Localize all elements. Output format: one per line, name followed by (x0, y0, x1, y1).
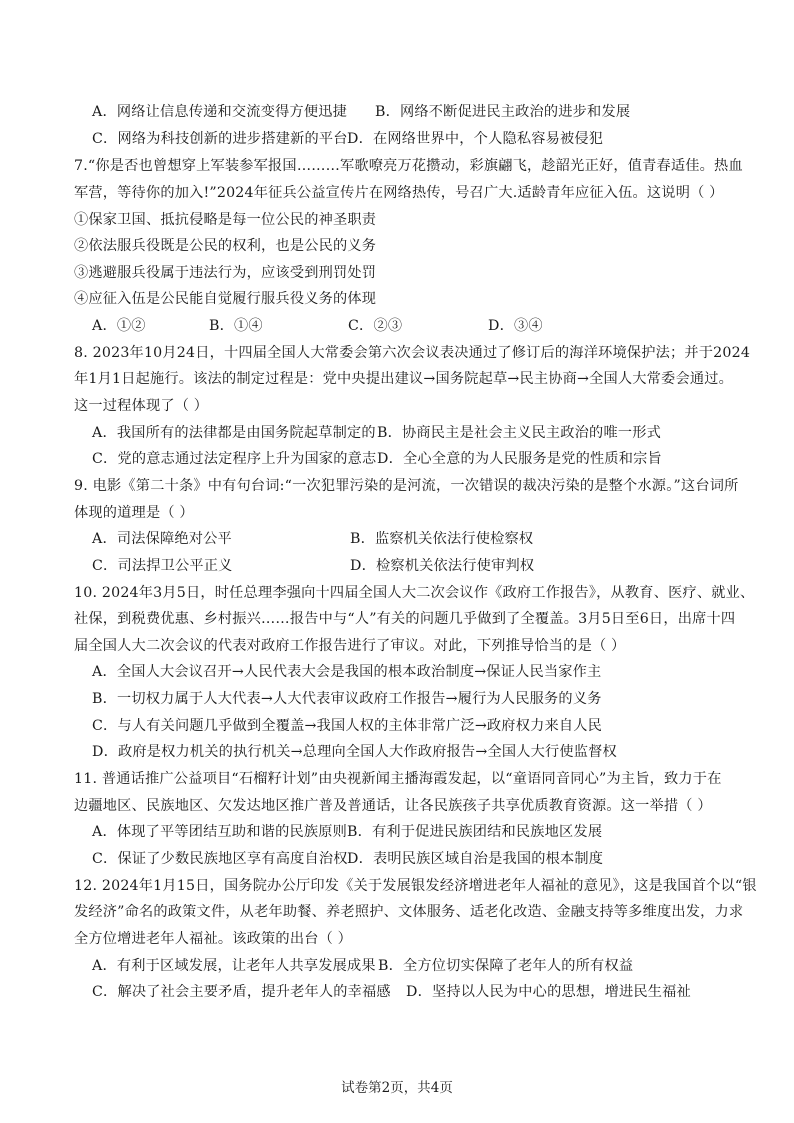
q8-option-b: B．协商民主是社会主义民主政治的唯一形式 (377, 425, 661, 441)
q10-option-b: B．一切权力属于人大代表→人大代表审议政府工作报告→履行为人民服务的义务 (92, 691, 602, 707)
q9-option-d: D．检察机关依法行使审判权 (350, 558, 535, 574)
q7-statement-4: ④应征入伍是公民能自觉履行服兵役义务的体现 (74, 291, 377, 307)
q7-option-d: D．③④ (488, 318, 543, 334)
q8-option-a: A．我国所有的法律都是由国务院起草制定的 (92, 425, 376, 441)
q8-option-d: D．全心全意的为人民服务是党的性质和宗旨 (377, 451, 662, 467)
q9-stem-line-1: 9. 电影《第二十条》中有句台词:“一次犯罪污染的是河流，一次错误的裁决污染的是整个水源。”这台词所 (74, 478, 739, 494)
q12-option-d: D．坚持以人民为中心的思想，增进民生福祉 (406, 984, 691, 1000)
q10-option-a: A．全国人大会议召开→人民代表大会是我国的根本政治制度→保证人民当家作主 (92, 664, 602, 680)
q8-stem-line-3: 这一过程体现了（ ） (74, 398, 209, 414)
q12-option-b: B．全方位切实保障了老年人的所有权益 (378, 958, 634, 974)
q12-option-c: C．解决了社会主要矛盾，提升老年人的幸福感 (92, 984, 391, 1000)
q7-stem-line-2: 军营，等待你的加入!”2024年征兵公益宣传片在网络热传，号召广大.适龄青年应征入伍。这说明（ ） (74, 185, 724, 201)
q9-option-c: C．司法捍卫公平正义 (92, 558, 233, 574)
q12-stem-line-3: 全方位增进老年人福祉。该政策的出台（ ） (74, 931, 353, 947)
q6-option-c: C．网络为科技创新的进步搭建新的平台 (92, 131, 348, 147)
q7-option-c: C．②③ (348, 318, 403, 334)
q12-stem-line-2: 发经济”命名的政策文件，从老年助餐、养老照护、文体服务、适老化改造、金融支持等多维度出发，力求 (74, 904, 744, 920)
q11-option-b: B．有利于促进民族团结和民族地区发展 (347, 824, 603, 840)
q9-option-a: A．司法保障绝对公平 (92, 531, 232, 547)
q10-stem-line-2: 社保，到税费优惠、乡村振兴……报告中与“人”有关的问题几乎做到了全覆盖。3月5日至6日，出席十四 (74, 611, 736, 627)
q8-option-c: C．党的意志通过法定程序上升为国家的意志 (92, 451, 377, 467)
q6-option-a: A．网络让信息传递和交流变得方便迅捷 (92, 104, 348, 120)
q12-option-a: A．有利于区域发展，让老年人共享发展成果 (92, 958, 376, 974)
q11-option-d: D．表明民族区域自治是我国的根本制度 (347, 851, 604, 867)
q11-option-a: A．体现了平等团结互助和谐的民族原则 (92, 824, 348, 840)
q9-stem-line-2: 体现的道理是（ ） (74, 505, 194, 521)
q7-statement-2: ②依法服兵役既是公民的权利，也是公民的义务 (74, 238, 377, 254)
q8-stem-line-1: 8. 2023年10月24日，十四届全国人大常委会第六次会议表决通过了修订后的海洋环境保护法；并于2024 (74, 345, 751, 361)
q7-option-b: B．①④ (209, 318, 263, 334)
page-footer: 试卷第2页，共4页 (341, 1080, 453, 1096)
q9-option-b: B．监察机关依法行使检察权 (350, 531, 534, 547)
q11-stem-line-2: 边疆地区、民族地区、欠发达地区推广普及普通话，让各民族孩子共享优质教育资源。这一举措（ ） (74, 798, 712, 814)
q12-stem-line-1: 12. 2024年1月15日，国务院办公厅印发《关于发展银发经济增进老年人福祉的意见》，这是我国首个以“银 (74, 878, 757, 894)
q10-option-d: D．政府是权力机关的执行机关→总理向全国人大作政府报告→全国人大行使监督权 (92, 744, 617, 760)
q8-stem-line-2: 年1月1日起施行。该法的制定过程是：党中央提出建议→国务院起草→民主协商→全国人大常委会通过。 (74, 371, 733, 387)
q6-option-d: D．在网络世界中，个人隐私容易被侵犯 (347, 131, 604, 147)
q10-stem-line-1: 10. 2024年3月5日，时任总理李强向十四届全国人大二次会议作《政府工作报告》，从教育、医疗、就业、 (74, 585, 755, 601)
q7-statement-1: ①保家卫国、抵抗侵略是每一位公民的神圣职责 (74, 212, 377, 228)
q10-option-c: C．与人有关问题几乎做到全覆盖→我国人权的主体非常广泛→政府权力来自人民 (92, 718, 603, 734)
q7-option-a: A．①② (92, 318, 146, 334)
q6-option-b: B．网络不断促进民主政治的进步和发展 (375, 104, 631, 120)
q11-stem-line-1: 11. 普通话推广公益项目“石榴籽计划”由央视新闻主播海霞发起，以“童语同音同心”为主旨，致力于在 (74, 771, 722, 787)
q11-option-c: C．保证了少数民族地区享有高度自治权 (92, 851, 348, 867)
q10-stem-line-3: 届全国人大二次会议的代表对政府工作报告进行了审议。对此，下列推导恰当的是（ ） (74, 638, 626, 654)
q7-statement-3: ③逃避服兵役属于违法行为，应该受到刑罚处罚 (74, 265, 377, 281)
q7-stem-line-1: 7.“你是否也曾想穿上军装参军报国………军歌嘹亮万花攒动，彩旗翩飞，趁韶光正好，值青春适佳。热血 (74, 158, 743, 174)
